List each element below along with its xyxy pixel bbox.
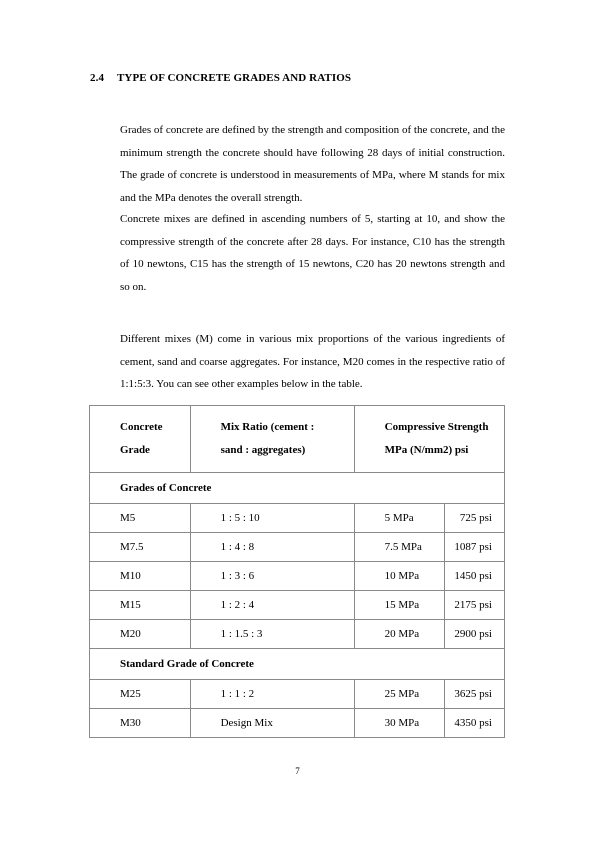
table-row	[90, 680, 505, 709]
cell-psi: 2175 psi	[444, 591, 504, 620]
cell-mpa: 20 MPa	[354, 620, 444, 649]
cell-psi: 1087 psi	[444, 533, 504, 562]
paragraph-mix-proportions: Different mixes (M) come in various mix proportions of the various ingredients of cement, sand and coarse aggregates. For instance, M20 comes in the respective ratio of 1:1:5:3. You can see other examples below in the table.	[120, 333, 505, 390]
cell-grade: M5	[90, 504, 191, 533]
cell-grade: M30	[90, 709, 191, 738]
cell-mix-ratio: 1 : 4 : 8	[190, 533, 354, 562]
cell-mpa: 25 MPa	[354, 680, 444, 709]
cell-grade: M10	[90, 562, 191, 591]
cell-grade: M20	[90, 620, 191, 649]
cell-grade: M25	[90, 680, 191, 709]
cell-psi: 3625 psi	[444, 680, 504, 709]
cell-mpa: 7.5 MPa	[354, 533, 444, 562]
section-heading	[90, 72, 351, 84]
cell-mix-ratio: 1 : 1.5 : 3	[190, 620, 354, 649]
page-number: 7	[295, 766, 300, 776]
cell-mix-ratio: 1 : 3 : 6	[190, 562, 354, 591]
header-concrete-grade-line2: Grade	[120, 444, 150, 456]
header-concrete-grade	[90, 406, 191, 473]
cell-psi: 4350 psi	[444, 709, 504, 738]
cell-grade: M7.5	[90, 533, 191, 562]
cell-mpa: 10 MPa	[354, 562, 444, 591]
header-mix-ratio-line1: Mix Ratio (cement :	[220, 421, 315, 433]
cell-psi: 725 psi	[444, 504, 504, 533]
table-section-title: Grades of Concrete	[90, 473, 505, 504]
cell-mix-ratio: 1 : 2 : 4	[190, 591, 354, 620]
header-concrete-grade-line1: Concrete	[120, 421, 163, 433]
table-section-row	[90, 649, 505, 680]
cell-mpa: 5 MPa	[354, 504, 444, 533]
paragraph-grades-definition: Grades of concrete are defined by the strength and composition of the concrete, and the minimum strength the concrete should have following 28 days of initial construction. The grade of concrete is understood in measurements of MPa, where M stands for mix and the MPa denotes the overall strength.	[120, 124, 505, 204]
table-row	[90, 504, 505, 533]
header-compressive-strength-line1: Compressive Strength	[384, 421, 489, 433]
section-number: 2.4	[90, 72, 105, 84]
table-section-title: Standard Grade of Concrete	[90, 649, 505, 680]
table-row	[90, 620, 505, 649]
cell-mix-ratio: Design Mix	[190, 709, 354, 738]
header-mix-ratio	[190, 406, 354, 473]
table-row	[90, 562, 505, 591]
cell-psi: 2900 psi	[444, 620, 504, 649]
table-row	[90, 533, 505, 562]
concrete-grades-table	[89, 405, 505, 738]
cell-mpa: 15 MPa	[354, 591, 444, 620]
table-row	[90, 591, 505, 620]
table-header-row	[90, 406, 505, 473]
header-compressive-strength-line2: MPa (N/mm2) psi	[384, 444, 469, 456]
cell-grade: M15	[90, 591, 191, 620]
cell-mpa: 30 MPa	[354, 709, 444, 738]
cell-psi: 1450 psi	[444, 562, 504, 591]
cell-mix-ratio: 1 : 5 : 10	[190, 504, 354, 533]
cell-mix-ratio: 1 : 1 : 2	[190, 680, 354, 709]
table-section-row	[90, 473, 505, 504]
section-title: TYPE OF CONCRETE GRADES AND RATIOS	[117, 72, 352, 84]
paragraph-concrete-mixes: Concrete mixes are defined in ascending numbers of 5, starting at 10, and show the compressive strength of the concrete after 28 days. For instance, C10 has the strength of 10 newtons, C15 has the strength of 15 newtons, C20 has 20 newtons strength and so on.	[120, 213, 505, 293]
table-row	[90, 709, 505, 738]
header-mix-ratio-line2: sand : aggregates)	[220, 444, 306, 456]
header-compressive-strength	[354, 406, 504, 473]
